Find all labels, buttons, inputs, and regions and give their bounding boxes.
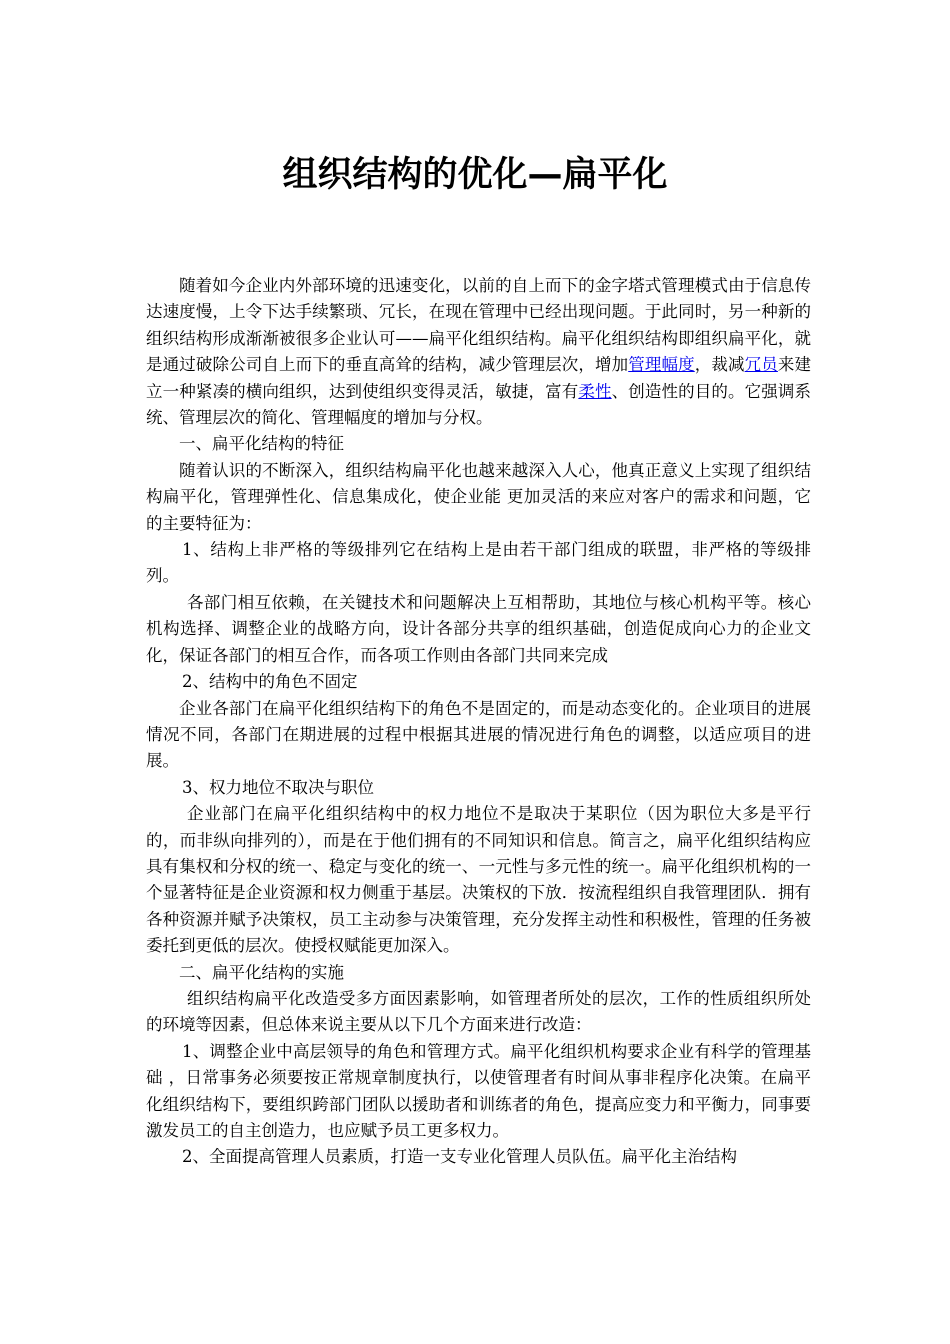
intro-text-3: 来建立一种紧凑的横向组织，达到使组织变得灵活，敏捷，富有 <box>146 355 812 401</box>
link-flexibility[interactable]: 柔性 <box>578 381 612 401</box>
document-body <box>146 273 811 1171</box>
intro-paragraph <box>146 273 811 431</box>
intro-text-4: 、创造性的目的。它强调系统、管理层次的简化、管理幅度的增加与分权。 <box>146 381 812 428</box>
paragraph-feature-3: 企业部门在扁平化组织结构中的权力地位不是取决于某职位（因为职位大多是平行的，而非纵向排列的），而是在于他们拥有的不同知识和信息。简言之，扁平化组织结构应具有集权和分权的统一、稳定与变化的统一、一元性与多元性的统一。扁平化组织机构的一个显著特征是企业资源和权力侧重于基层。决策权的下放．按流程组织自我管理团队．拥有各种资源并赋予决策权，员工主动参与决策管理，充分发挥主动性和积极性，管理的任务被委托到更低的层次。使授权赋能更加深入。 <box>146 804 811 956</box>
paragraph-departments: 各部门相互依赖，在关键技术和问题解决上互相帮助，其地位与核心机构平等。核心机构选择、调整企业的战略方向，设计各部分共享的组织基础，创造促成向心力的企业文化，保证各部门的相互合作，而各项工作则由各部门共同来完成 <box>146 592 811 665</box>
paragraph-feature-1: 1、结构上非严格的等级排列它在结构上是由若干部门组成的联盟，非严格的等级排列。 <box>146 540 811 586</box>
intro-text-1: 随着如今企业内外部环境的迅速变化，以前的自上而下的金字塔式管理模式由于信息传达速度慢，上令下达手续繁琐、冗长，在现在管理中已经出现问题。于此同时，另一种新的组织结构形成渐渐被很多企业认可——扁平化组织结构。扁平化组织结构即组织扁平化，就是通过破除公司自上而下的垂直高耸的结构，减少管理层次，增加 <box>146 276 811 375</box>
paragraph-feature-3-heading: 3、权力地位不取决与职位 <box>182 777 374 797</box>
link-management-span[interactable]: 管理幅度 <box>628 355 695 375</box>
intro-text-2: ，裁减 <box>694 355 745 375</box>
section-heading-features: 一、扁平化结构的特征 <box>179 434 344 454</box>
paragraph-feature-2-heading: 2、结构中的角色不固定 <box>182 672 358 692</box>
paragraph-implementation-intro: 组织结构扁平化改造受多方面因素影响，如管理者所处的层次，工作的性质组织所处的环境等因素，但总体来说主要从以下几个方面来进行改造： <box>146 988 811 1035</box>
link-redundant-staff[interactable]: 冗员 <box>744 355 778 375</box>
paragraph-implementation-1: 1、调整企业中高层领导的角色和管理方式。扁平化组织机构要求企业有科学的管理基础 ，日常事务必须要按正常规章制度执行，以使管理者有时间从事非程序化决策。在扁平化组织结构下，要组织跨部门团队以援助者和训练者的角色，提高应变力和平衡力，同事要激发员工的自主创造力，也应赋予员工更多权力。 <box>146 1041 811 1140</box>
paragraph-features-intro: 随着认识的不断深入，组织结构扁平化也越来越深入人心，他真正意义上实现了组织结构扁平化，管理弹性化、信息集成化，使企业能 更加灵活的来应对客户的需求和问题，它的主要特征为： <box>146 460 811 533</box>
section-heading-implementation: 二、扁平化结构的实施 <box>179 962 344 982</box>
page-title: 组织结构的优化—扁平化 <box>282 155 668 195</box>
paragraph-implementation-2: 2、全面提高管理人员素质，打造一支专业化管理人员队伍。扁平化主治结构 <box>182 1147 737 1167</box>
paragraph-feature-2: 企业各部门在扁平化组织结构下的角色不是固定的，而是动态变化的。企业项目的进展情况不同，各部门在期进展的过程中根据其进展的情况进行角色的调整，以适应项目的进展。 <box>146 698 811 771</box>
